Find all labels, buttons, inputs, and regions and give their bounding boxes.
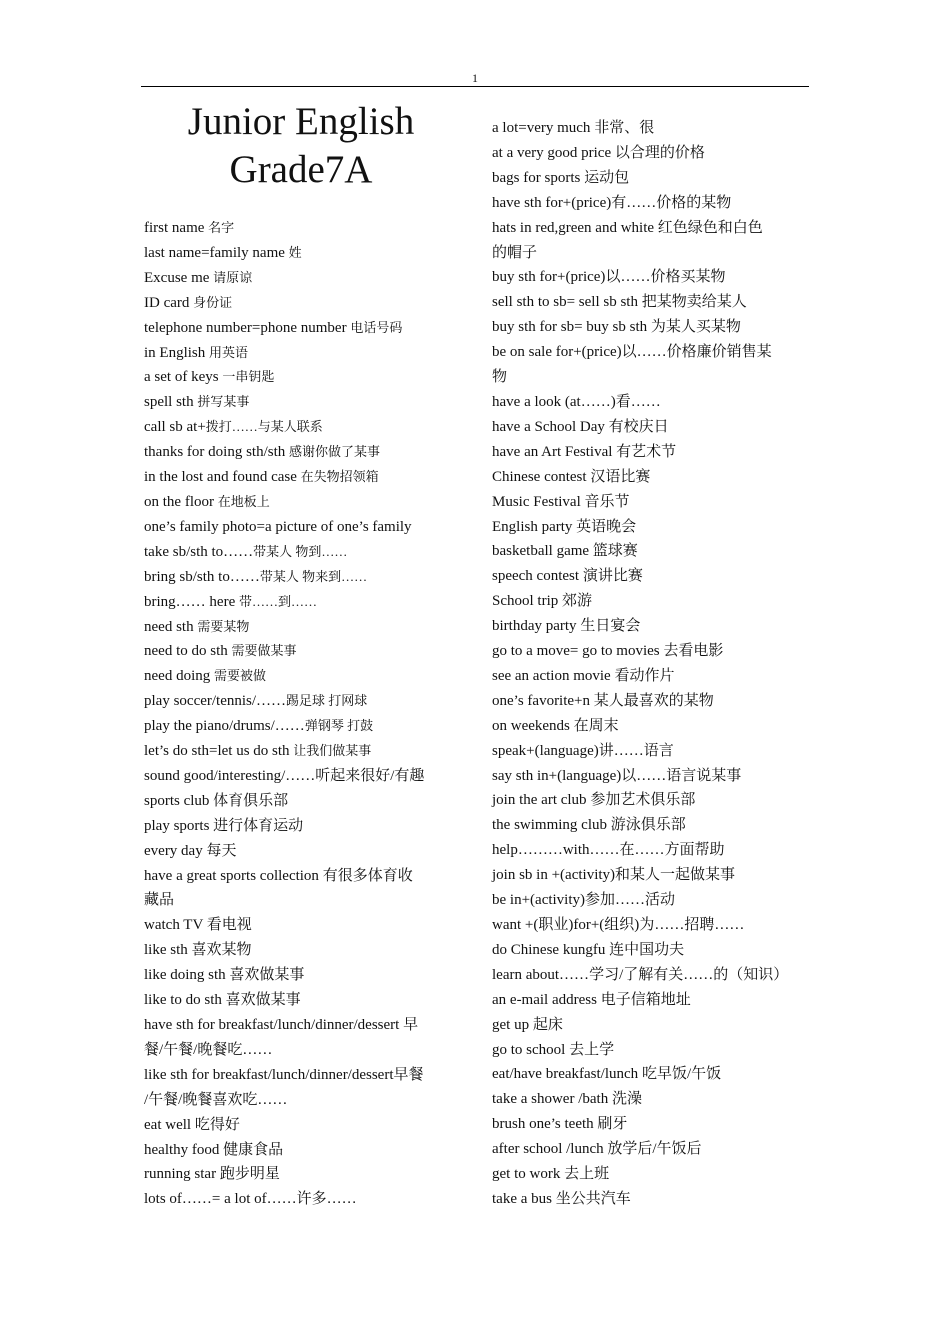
vocab-entry: [144, 714, 464, 739]
vocab-chinese: 以……价格廉价销售某: [621, 344, 772, 361]
vocab-chinese: 为某人买某物: [650, 319, 741, 336]
vocab-entry: [492, 764, 810, 789]
vocab-chinese: 讲……语言: [598, 742, 674, 759]
vocab-english: be in+(activity): [492, 892, 586, 909]
vocab-entry: [144, 216, 464, 241]
vocab-entry: [492, 664, 810, 689]
vocab-chinese: 餐/午餐/晚餐吃……: [144, 1041, 273, 1058]
vocab-chinese: /午餐/晚餐喜欢吃……: [144, 1091, 288, 1108]
vocab-english: thanks for doing sth/sth: [144, 444, 289, 461]
vocab-entry: [144, 938, 464, 963]
vocab-entry: [144, 689, 464, 714]
vocab-english: do Chinese kungfu: [492, 941, 610, 958]
vocab-english: running star: [144, 1166, 220, 1183]
vocab-entry: [144, 440, 464, 465]
vocab-english: in English: [144, 344, 210, 361]
vocab-entry: [492, 714, 810, 739]
vocab-english: Music Festival: [492, 493, 585, 510]
vocab-chinese: 生日宴会: [580, 618, 641, 635]
vocab-english: play sports: [144, 817, 214, 834]
vocab-entry: [492, 589, 810, 614]
vocab-chinese: 听起来很好/有趣: [315, 767, 425, 784]
vocab-english: have a School Day: [492, 418, 609, 435]
vocab-entry: [492, 1137, 810, 1162]
vocab-chinese: 拨打……与某人联系: [205, 419, 323, 435]
vocab-english: need doing: [144, 668, 214, 685]
vocab-chinese: 汉语比赛: [590, 468, 651, 485]
vocab-chinese: 早: [403, 1017, 419, 1033]
vocab-english: lots of……= a lot of……: [144, 1191, 297, 1208]
vocab-entry: [144, 565, 464, 590]
vocab-entry: [492, 639, 810, 664]
vocab-chinese: 学习/了解有关……的（知识）: [589, 966, 789, 983]
vocab-chinese: 英语晚会: [576, 518, 637, 535]
vocab-entry: [492, 1112, 810, 1137]
vocab-entry: [492, 1062, 810, 1087]
vocab-entry: [144, 789, 464, 814]
vocab-entry: [144, 814, 464, 839]
vocab-chinese: 运动包: [584, 169, 630, 186]
vocab-english: let’s do sth=let us do sth: [144, 743, 294, 760]
vocab-english: go to a move= go to movies: [492, 643, 664, 660]
vocab-entry: [492, 490, 810, 515]
vocab-chinese: 身份证: [193, 294, 233, 310]
vocab-chinese: 把某物卖给某人: [641, 294, 747, 311]
vocab-english: bring sb/sth to……: [144, 568, 260, 585]
vocab-chinese: 需要被做: [213, 668, 266, 684]
vocab-english: brush one’s teeth: [492, 1116, 598, 1133]
vocab-chinese: 红色绿色和白色: [657, 219, 763, 236]
vocab-chinese: 游泳俱乐部: [610, 817, 686, 834]
vocab-entry: [492, 564, 810, 589]
vocab-english: buy sth for+(price): [492, 269, 606, 286]
vocab-english: bring…… here: [144, 593, 239, 610]
vocab-entry: [492, 241, 810, 266]
vocab-entry: [144, 390, 464, 415]
vocab-entry: [492, 290, 810, 315]
vocab-entry: [492, 938, 810, 963]
vocab-chinese: 弹钢琴 打鼓: [304, 718, 374, 734]
vocab-english: English party: [492, 518, 577, 535]
vocab-chinese: 名字: [208, 220, 235, 235]
vocab-english: need sth: [144, 618, 198, 635]
vocab-english: help………with……: [492, 842, 620, 859]
vocab-entry: [144, 291, 464, 316]
vocab-chinese: 踢足球 打网球: [286, 693, 368, 709]
vocab-chinese: 早餐: [393, 1066, 424, 1083]
vocab-english: ID card: [144, 294, 194, 311]
vocab-chinese: 喜欢做某事: [229, 967, 305, 984]
vocab-english: speech contest: [492, 568, 583, 585]
vocab-english: hats in red,green and white: [492, 219, 658, 236]
vocab-entry: [492, 216, 810, 241]
vocab-entry: [492, 739, 810, 764]
header-rule: [141, 86, 809, 87]
vocab-chinese: 演讲比赛: [582, 568, 643, 585]
vocab-english: birthday party: [492, 618, 581, 635]
vocab-chinese: 用英语: [209, 344, 249, 360]
vocab-entry: [492, 1162, 810, 1187]
vocab-english: School trip: [492, 593, 562, 610]
vocab-chinese: 带……到……: [238, 593, 317, 609]
vocab-chinese: 一串钥匙: [222, 369, 275, 385]
vocabulary-column-right: [492, 116, 810, 1212]
vocab-english: have sth for+(price): [492, 194, 612, 211]
vocab-chinese: 参加艺术俱乐部: [590, 792, 696, 809]
vocab-english: first name: [144, 220, 209, 236]
vocab-english: sports club: [144, 792, 214, 809]
vocab-english: have an Art Festival: [492, 443, 617, 460]
vocab-english: say sth in+(language): [492, 767, 622, 784]
vocab-english: like sth for breakfast/lunch/dinner/dessert: [144, 1066, 394, 1083]
vocab-english: be on sale for+(price): [492, 344, 622, 361]
vocab-english: get to work: [492, 1166, 565, 1183]
vocab-chinese: 连中国功夫: [609, 941, 685, 958]
vocab-chinese: 某人最喜欢的某物: [593, 692, 714, 709]
vocab-english: eat well: [144, 1116, 195, 1133]
vocab-entry: [144, 1187, 464, 1212]
vocab-chinese: 体育俱乐部: [213, 792, 289, 809]
vocab-chinese: 坐公共汽车: [555, 1190, 631, 1207]
vocab-entry: [492, 265, 810, 290]
vocab-english: have a look (at……): [492, 393, 616, 410]
vocab-chinese: 看……: [615, 393, 661, 410]
vocab-english: basketball game: [492, 543, 593, 560]
vocab-entry: [492, 614, 810, 639]
vocab-english: buy sth for sb= buy sb sth: [492, 319, 651, 336]
vocab-chinese: 去看电影: [663, 643, 724, 660]
vocab-chinese: 有……价格的某物: [611, 194, 732, 211]
vocab-entry: [144, 540, 464, 565]
vocab-english: Excuse me: [144, 269, 214, 286]
vocab-english: play the piano/drums/……: [144, 718, 305, 735]
vocab-chinese: 请原谅: [213, 269, 253, 285]
vocab-chinese: 喜欢某物: [191, 942, 252, 959]
vocab-entry: [492, 539, 810, 564]
page-title-line-1: Junior English: [187, 100, 415, 143]
vocab-english: watch TV: [144, 917, 207, 934]
vocab-entry: [144, 888, 464, 913]
vocab-entry: [492, 166, 810, 191]
vocab-chinese: 看动作片: [614, 667, 675, 684]
vocab-english: on the floor: [144, 493, 218, 510]
vocab-entry: [144, 739, 464, 764]
vocab-entry: [492, 340, 810, 365]
vocab-chinese: 以……价格买某物: [605, 269, 726, 286]
vocab-english: have sth for breakfast/lunch/dinner/dessert: [144, 1017, 404, 1033]
vocab-chinese: 有校庆日: [608, 418, 669, 435]
vocab-entry: [144, 615, 464, 640]
vocab-english: like sth: [144, 942, 192, 959]
vocab-chinese: 以合理的价格: [614, 144, 705, 161]
vocab-entry: [492, 415, 810, 440]
vocab-chinese: 在周末: [573, 717, 619, 734]
vocab-entry: [492, 440, 810, 465]
vocab-entry: [492, 191, 810, 216]
vocab-entry: [492, 465, 810, 490]
vocab-entry: [144, 639, 464, 664]
page-number: 1: [472, 71, 478, 85]
vocab-chinese: 篮球赛: [592, 543, 638, 560]
vocab-english: last name=family name: [144, 244, 289, 261]
vocabulary-column-left: [144, 216, 464, 1212]
vocab-english: at a very good price: [492, 144, 615, 161]
vocab-entry: [144, 266, 464, 291]
vocab-chinese: 洗澡: [611, 1091, 642, 1108]
vocab-entry: [492, 390, 810, 415]
vocab-chinese: 许多……: [296, 1191, 357, 1208]
vocab-english: bags for sports: [492, 169, 585, 186]
vocab-entry: [144, 1138, 464, 1163]
vocab-chinese: 需要某物: [197, 618, 250, 634]
vocab-entry: [492, 863, 810, 888]
vocab-english: go to school: [492, 1041, 570, 1058]
vocab-entry: [144, 988, 464, 1013]
vocab-english: learn about……: [492, 966, 590, 983]
vocab-english: get up: [492, 1016, 533, 1033]
vocab-chinese: 电子信箱地址: [600, 991, 691, 1008]
vocab-entry: [492, 116, 810, 141]
vocab-english: take a bus: [492, 1190, 556, 1207]
vocab-entry: [144, 1162, 464, 1187]
vocab-entry: [492, 315, 810, 340]
vocab-chinese: 在……方面帮助: [619, 842, 725, 859]
vocab-chinese: 为……招聘……: [639, 917, 745, 933]
vocab-chinese: 音乐节: [584, 493, 630, 510]
vocab-entry: [492, 689, 810, 714]
vocab-entry: [144, 490, 464, 515]
vocab-english: after school /lunch: [492, 1141, 608, 1158]
vocab-english: take a shower /bath: [492, 1091, 612, 1108]
vocab-english: sell sth to sb= sell sb sth: [492, 294, 642, 311]
vocab-chinese: 刷牙: [597, 1116, 628, 1133]
vocab-english: telephone number=phone number: [144, 319, 351, 336]
vocab-entry: [492, 1187, 810, 1212]
vocab-english: play soccer/tennis/……: [144, 693, 287, 710]
vocab-entry: [492, 888, 810, 913]
vocab-english: healthy food: [144, 1141, 224, 1158]
vocab-english: on weekends: [492, 717, 574, 734]
vocab-chinese: 放学后/午饭后: [607, 1141, 702, 1158]
vocab-english: eat/have breakfast/lunch: [492, 1066, 642, 1083]
vocab-chinese: 郊游: [562, 593, 593, 610]
vocab-chinese: 健康食品: [223, 1141, 284, 1158]
vocab-entry: [144, 664, 464, 689]
vocab-chinese: 看电视: [206, 917, 252, 934]
vocab-entry: [144, 839, 464, 864]
vocab-english: Chinese contest: [492, 468, 591, 485]
vocab-chinese: 让我们做某事: [293, 743, 372, 759]
vocab-chinese: 跑步明星: [219, 1166, 280, 1183]
vocab-chinese: 去上学: [569, 1041, 615, 1058]
vocab-english: like doing sth: [144, 967, 230, 984]
vocab-entry: [144, 465, 464, 490]
vocab-entry: [144, 963, 464, 988]
vocab-entry: [492, 515, 810, 540]
vocab-entry: [492, 788, 810, 813]
vocab-entry: [144, 241, 464, 266]
vocab-chinese: 参加……活动: [585, 892, 676, 909]
vocab-english: sound good/interesting/……: [144, 767, 316, 784]
vocab-chinese: 去上班: [564, 1166, 610, 1183]
vocab-english: see an action movie: [492, 667, 615, 684]
vocab-english: need to do sth: [144, 643, 232, 660]
vocab-entry: [492, 141, 810, 166]
vocab-entry: [492, 913, 810, 938]
vocab-chinese: 非常、很: [594, 120, 655, 136]
vocab-entry: [144, 590, 464, 615]
vocab-chinese: 进行体育运动: [213, 817, 304, 834]
page-title-line-2: Grade7A: [229, 148, 373, 191]
vocab-chinese: 喜欢做某事: [225, 992, 301, 1009]
vocab-chinese: 物: [492, 369, 508, 386]
vocab-english: take sb/sth to……: [144, 543, 254, 560]
vocab-english: call sb at+: [144, 419, 206, 436]
vocab-english: join the art club: [492, 792, 591, 809]
vocab-english: one’s family photo=a picture of one’s family: [144, 518, 412, 535]
vocab-entry: [144, 913, 464, 938]
vocab-chinese: 需要做某事: [231, 643, 297, 659]
vocab-english: an e-mail address: [492, 991, 601, 1008]
vocab-english: a set of keys: [144, 369, 223, 386]
vocab-entry: [144, 1088, 464, 1113]
vocab-entry: [144, 764, 464, 789]
vocab-entry: [144, 415, 464, 440]
vocab-entry: [492, 838, 810, 863]
vocab-chinese: 有艺术节: [616, 443, 677, 460]
vocab-entry: [144, 515, 464, 540]
vocab-entry: [144, 341, 464, 366]
vocab-english: speak+(language): [492, 742, 599, 759]
vocab-entry: [492, 813, 810, 838]
vocab-english: want +(职业)for+(组织): [492, 917, 640, 933]
vocab-entry: [144, 1013, 464, 1038]
vocab-entry: [144, 365, 464, 390]
vocab-english: in the lost and found case: [144, 469, 301, 486]
vocab-chinese: 每天: [206, 842, 237, 859]
vocab-entry: [144, 864, 464, 889]
vocab-chinese: 感谢你做了某事: [289, 444, 381, 460]
vocab-entry: [144, 1063, 464, 1088]
vocab-entry: [144, 316, 464, 341]
vocab-chinese: 藏品: [144, 892, 175, 909]
vocab-chinese: 起床: [532, 1016, 563, 1033]
vocab-english: the swimming club: [492, 817, 611, 834]
vocab-entry: [492, 963, 810, 988]
vocab-english: spell sth: [144, 394, 198, 411]
vocab-chinese: 吃早饭/午饭: [641, 1066, 722, 1083]
vocab-english: join sb in +(activity): [492, 867, 616, 884]
vocab-english: like to do sth: [144, 992, 226, 1009]
vocab-english: every day: [144, 842, 207, 859]
vocab-entry: [492, 1087, 810, 1112]
vocab-chinese: 以……语言说某事: [621, 767, 742, 784]
vocab-chinese: 有很多体育收: [322, 867, 413, 884]
vocab-chinese: 带某人 物来到……: [259, 568, 368, 584]
vocab-chinese: 电话号码: [350, 319, 403, 335]
vocab-entry: [492, 365, 810, 390]
vocab-chinese: 带某人 物到……: [253, 543, 348, 559]
vocab-chinese: 吃得好: [194, 1116, 240, 1133]
vocab-english: a lot=very much: [492, 120, 595, 136]
vocab-entry: [492, 988, 810, 1013]
vocab-entry: [492, 1013, 810, 1038]
vocab-chinese: 的帽子: [492, 244, 538, 261]
vocab-entry: [144, 1038, 464, 1063]
vocab-chinese: 和某人一起做某事: [615, 867, 736, 884]
vocab-chinese: 拼写某事: [197, 394, 250, 410]
vocab-entry: [144, 1113, 464, 1138]
vocab-chinese: 姓: [288, 244, 302, 260]
vocab-english: one’s favorite+n: [492, 692, 594, 709]
vocab-english: have a great sports collection: [144, 867, 323, 884]
vocab-entry: [492, 1038, 810, 1063]
vocab-chinese: 在失物招领箱: [300, 469, 379, 485]
vocab-chinese: 在地板上: [217, 493, 270, 509]
